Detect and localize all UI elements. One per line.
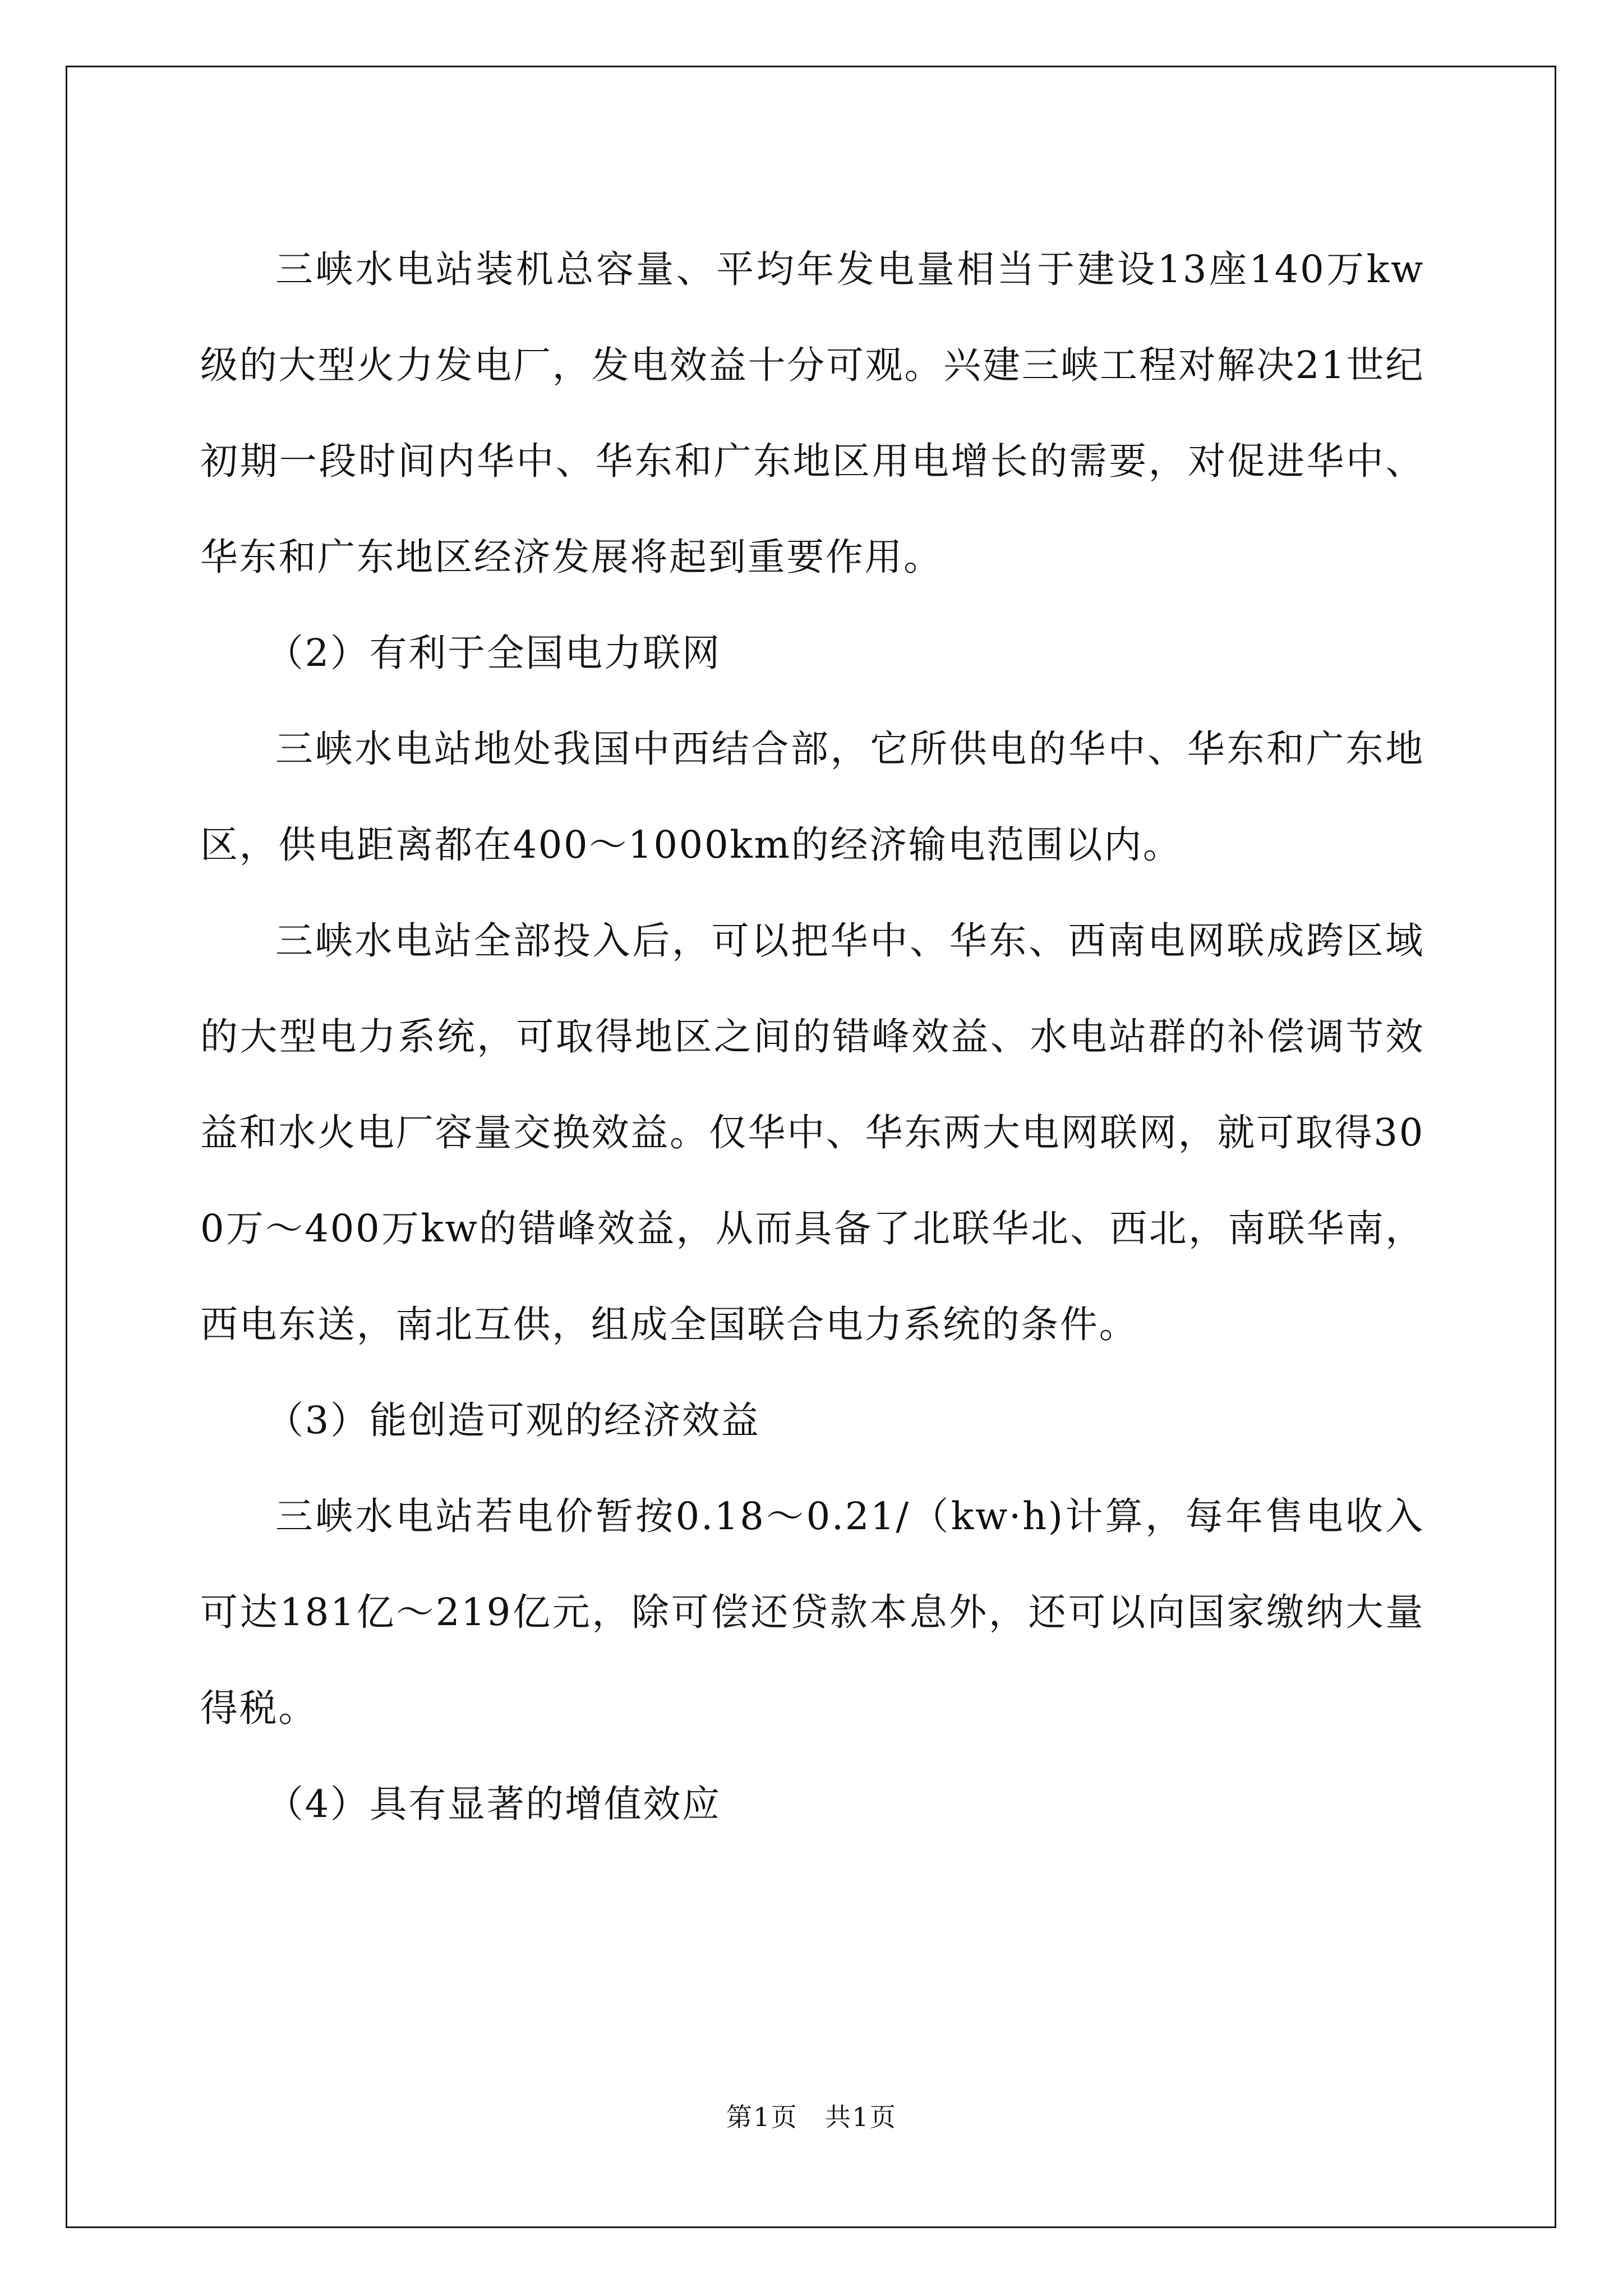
page-total: 共1页 bbox=[825, 2102, 897, 2132]
heading-value-added: （4）具有显著的增值效应 bbox=[266, 1782, 721, 1826]
paragraph-interconnection: 三峡水电站全部投入后，可以把华中、华东、西南电网联成跨区域的大型电力系统，可取得地区之间的错峰效益、水电站群的补偿调节效益和水火电厂容量交换效益。仅华中、华东两大电网联网，就可取得300万～400万kw的错峰效益，从而具备了北联华北、西北，南联华南，西电东送，南北互供，组成全国联合电力系统的条件。 bbox=[200, 919, 1424, 1346]
paragraph-revenue: 三峡水电站若电价暂按0.18～0.21/（kw·h)计算，每年售电收入可达181亿～219亿元，除可偿还贷款本息外，还可以向国家缴纳大量得税。 bbox=[200, 1494, 1424, 1730]
paragraph-capacity: 三峡水电站装机总容量、平均年发电量相当于建设13座140万kw级的大型火力发电厂，发电效益十分可观。兴建三峡工程对解决21世纪初期一段时间内华中、华东和广东地区用电增长的需要，对促进华中、华东和广东地区经济发展将起到重要作用。 bbox=[200, 247, 1424, 579]
paragraph-location: 三峡水电站地处我国中西结合部，它所供电的华中、华东和广东地区，供电距离都在400～1000km的经济输电范围以内。 bbox=[200, 727, 1424, 867]
page-footer bbox=[0, 2097, 1623, 2134]
heading-economic-benefit: （3）能创造可观的经济效益 bbox=[266, 1398, 760, 1442]
heading-power-grid: （2）有利于全国电力联网 bbox=[266, 631, 721, 675]
page-number: 第1页 bbox=[726, 2102, 798, 2132]
document-body bbox=[200, 222, 1424, 1852]
